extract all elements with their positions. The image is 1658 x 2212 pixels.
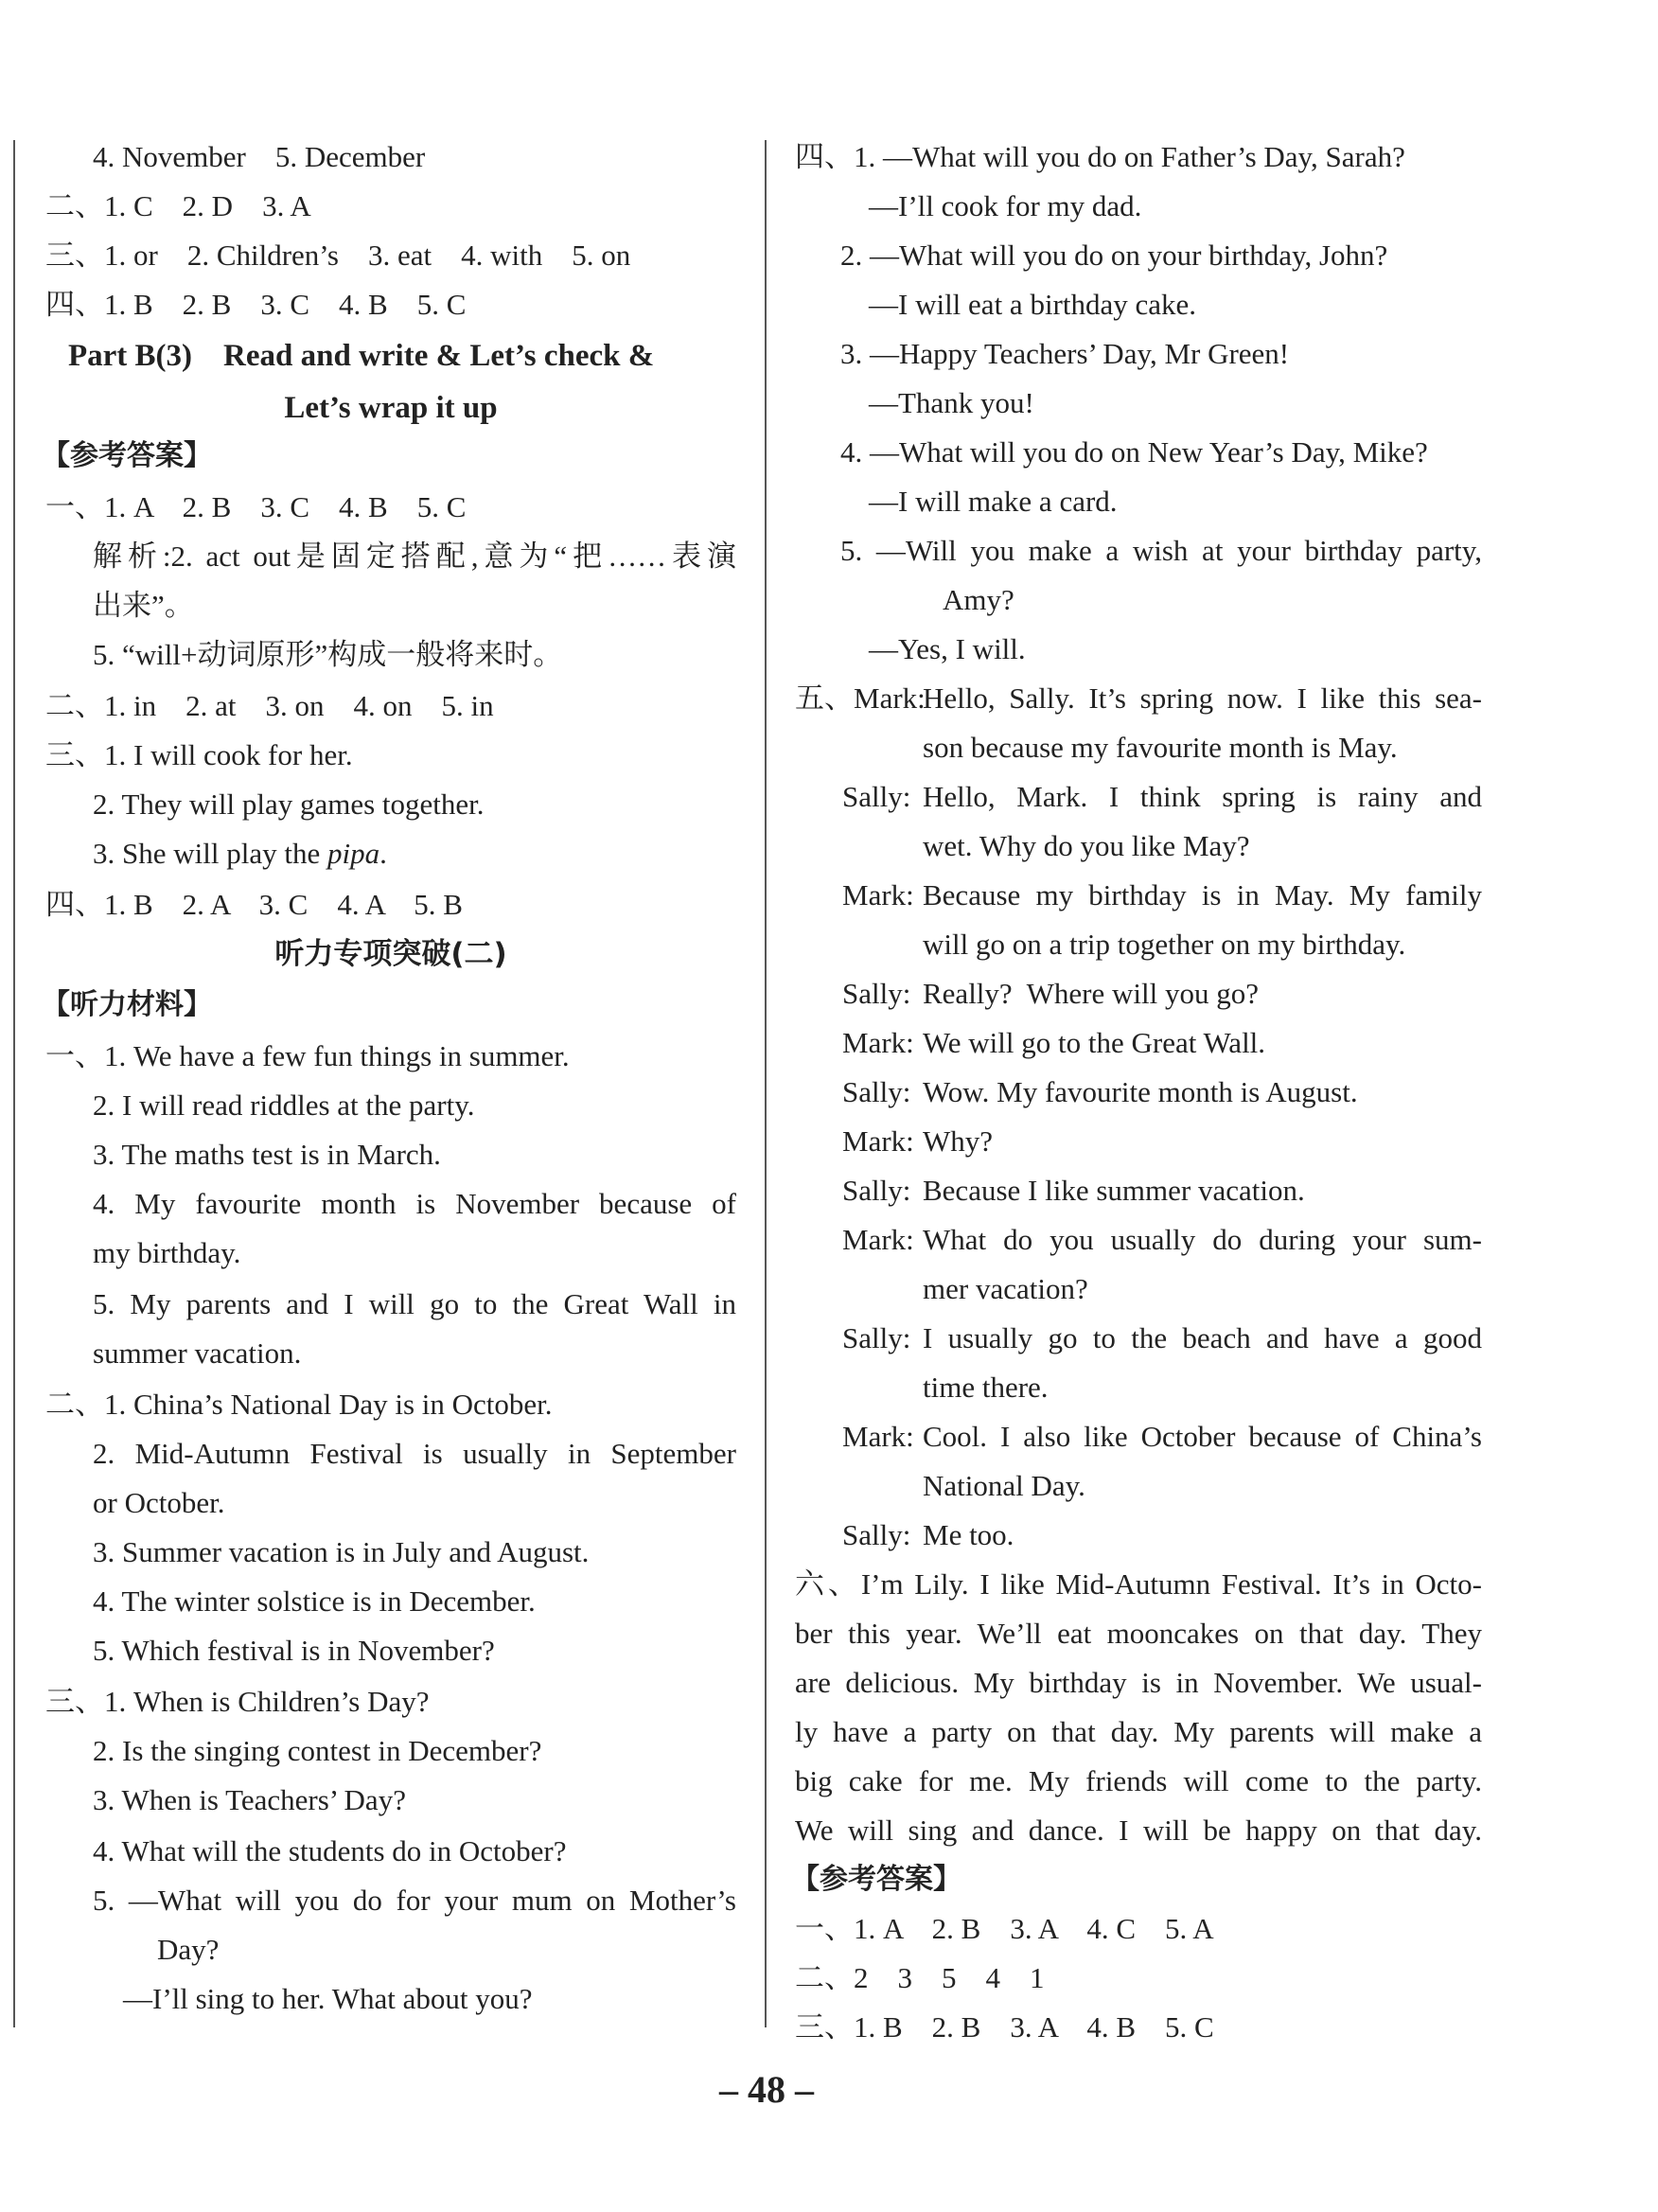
listening-title: 听力专项突破(二) [274, 937, 507, 971]
dialogue-line: mer vacation? [923, 1272, 1088, 1305]
answer-heading: 【参考答案】 [791, 1863, 961, 1896]
dialogue-line: Really? Where will you go? [923, 977, 1259, 1010]
section-title-continued: Let’s wrap it up [284, 391, 498, 425]
left-column [42, 133, 736, 2026]
material-line: —Thank you! [869, 386, 1034, 419]
passage-line: ber this year. We’ll eat mooncakes on that day. They [795, 1617, 1482, 1650]
speaker-label: Sally: [842, 1174, 911, 1207]
answer-line: 四、1. B 2. B 3. C 4. B 5. C [45, 288, 467, 321]
material-line: —I’ll cook for my dad. [869, 189, 1142, 222]
material-line: 5. —What will you do for your mum on Mother’s [93, 1884, 736, 1917]
material-line: 2. I will read riddles at the party. [93, 1088, 475, 1122]
dialogue-line: Wow. My favourite month is August. [923, 1075, 1358, 1108]
dialogue-line: Hello, Sally. It’s spring now. I like this sea- [923, 681, 1482, 715]
material-line: summer vacation. [93, 1336, 302, 1370]
material-line: —I’ll sing to her. What about you? [123, 1982, 533, 2015]
speaker-label: Sally: [842, 1518, 911, 1551]
passage-line: big cake for me. My friends will come to the party. [795, 1764, 1482, 1797]
dialogue-line: National Day. [923, 1469, 1085, 1502]
material-line: 3. Summer vacation is in July and August. [93, 1535, 590, 1568]
answer-line: 四、1. B 2. A 3. C 4. A 5. B [45, 888, 463, 921]
speaker-label: Sally: [842, 977, 911, 1010]
dialogue-line: What do you usually do during your sum- [923, 1223, 1482, 1256]
material-line: 2. —What will you do on your birthday, John? [840, 239, 1388, 272]
material-line: 4. My favourite month is November because of [93, 1187, 736, 1220]
answer-heading: 【参考答案】 [42, 439, 212, 472]
material-line: 2. Is the singing contest in December? [93, 1734, 542, 1767]
explanation-line: 5. “will+动词原形”构成一般将来时。 [93, 638, 563, 671]
answer-line: 4. November 5. December [93, 140, 426, 173]
pipa-italic: pipa [326, 837, 380, 870]
speaker-label: Mark: [842, 1124, 914, 1158]
material-line: 4. What will the students do in October? [93, 1834, 567, 1867]
section-title: Part B(3) Read and write & Let’s check & [68, 339, 655, 373]
material-line: 2. Mid-Autumn Festival is usually in September [93, 1437, 736, 1470]
material-line: 二、1. China’s National Day is in October. [45, 1388, 553, 1421]
material-line: 四、1. —What will you do on Father’s Day, Sarah? [795, 140, 1405, 173]
answer-line: 二、1. C 2. D 3. A [45, 189, 311, 222]
answer-line: 三、1. or 2. Children’s 3. eat 4. with 5. on [45, 239, 631, 272]
speaker-label: Mark: [842, 878, 914, 911]
dialogue-line: time there. [923, 1371, 1049, 1404]
material-heading: 【听力材料】 [42, 988, 212, 1021]
material-line: —Yes, I will. [869, 632, 1026, 665]
material-line: my birthday. [93, 1236, 241, 1269]
material-line: 3. The maths test is in March. [93, 1138, 441, 1171]
material-line: 5. Which festival is in November? [93, 1634, 495, 1667]
middle-column-rule [765, 140, 767, 2027]
material-line: 三、1. When is Children’s Day? [45, 1685, 430, 1718]
answer-line: 二、1. in 2. at 3. on 4. on 5. in [45, 689, 494, 722]
answer-line: 一、1. A 2. B 3. C 4. B 5. C [45, 490, 467, 523]
explanation-line: 解析:2. act out是固定搭配,意为“把……表演 [93, 540, 736, 573]
passage-line: 六、I’m Lily. I like Mid-Autumn Festival. It’s in Octo- [795, 1567, 1482, 1601]
speaker-label: 五、Mark: [795, 681, 926, 715]
dialogue-line: Cool. I also like October because of China’s [923, 1420, 1482, 1453]
answer-line: 一、1. A 2. B 3. A 4. C 5. A [795, 1912, 1214, 1945]
material-line: 3. —Happy Teachers’ Day, Mr Green! [840, 337, 1290, 370]
material-line: —I will make a card. [869, 485, 1118, 518]
material-line: —I will eat a birthday cake. [869, 288, 1197, 321]
material-line: 4. The winter solstice is in December. [93, 1584, 536, 1618]
speaker-label: Sally: [842, 1075, 911, 1108]
material-line: or October. [93, 1486, 225, 1519]
dialogue-line: Because my birthday is in May. My family [923, 878, 1482, 911]
passage-line: are delicious. My birthday is in November. We usual- [795, 1666, 1482, 1699]
answer-line: 三、1. B 2. B 3. A 4. B 5. C [795, 2010, 1214, 2044]
explanation-line: 出来”。 [93, 589, 194, 622]
material-line: 3. When is Teachers’ Day? [93, 1783, 406, 1816]
material-line: Amy? [943, 583, 1014, 616]
speaker-label: Sally: [842, 780, 911, 813]
material-line: 4. —What will you do on New Year’s Day, Mike? [840, 435, 1428, 469]
answer-line: 三、1. I will cook for her. [45, 738, 353, 771]
left-column-rule [13, 140, 15, 2027]
dialogue-line: Me too. [923, 1518, 1014, 1551]
dialogue-line: wet. Why do you like May? [923, 829, 1250, 862]
material-line: 一、1. We have a few fun things in summer. [45, 1039, 570, 1072]
dialogue-line: I usually go to the beach and have a good [923, 1321, 1482, 1354]
speaker-label: Sally: [842, 1321, 911, 1354]
speaker-label: Mark: [842, 1420, 914, 1453]
answer-line: 二、2 3 5 4 1 [795, 1961, 1045, 1994]
page-number: – 48 – [719, 2068, 814, 2111]
dialogue-line: Why? [923, 1124, 994, 1158]
answer-line: 3. She will play the pipa. [93, 837, 387, 870]
right-column [791, 133, 1482, 2044]
material-line: Day? [157, 1933, 220, 1966]
speaker-label: Mark: [842, 1223, 914, 1256]
dialogue-line: Hello, Mark. I think spring is rainy and [923, 780, 1482, 813]
dialogue-line: We will go to the Great Wall. [923, 1026, 1266, 1059]
dialogue-line: son because my favourite month is May. [923, 731, 1398, 764]
passage-line: ly have a party on that day. My parents will make a [795, 1715, 1482, 1748]
material-line: 5. —Will you make a wish at your birthday party, [840, 534, 1482, 567]
dialogue-line: will go on a trip together on my birthday. [923, 928, 1406, 961]
passage-line: We will sing and dance. I will be happy on that day. [795, 1814, 1482, 1847]
material-line: 5. My parents and I will go to the Great Wall in [93, 1287, 736, 1320]
answer-line: 2. They will play games together. [93, 787, 485, 821]
dialogue-line: Because I like summer vacation. [923, 1174, 1305, 1207]
speaker-label: Mark: [842, 1026, 914, 1059]
